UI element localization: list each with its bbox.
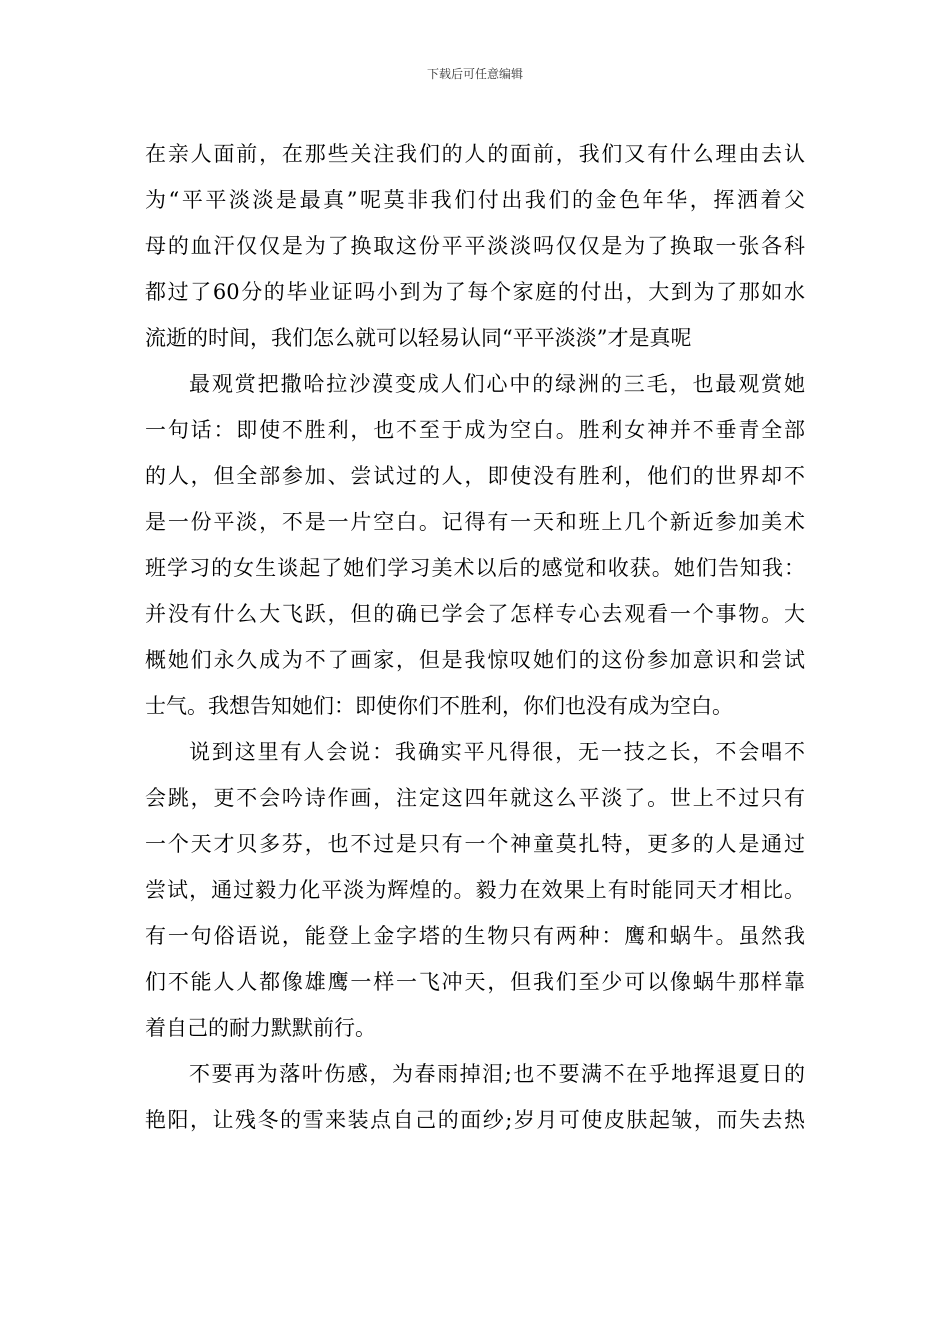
page-header: 下载后可任意编辑	[426, 67, 523, 81]
text-line: 们不能人人都像雄鹰一样一飞冲天，但我们至少可以像蜗牛那样靠	[145, 970, 805, 994]
text-line: 着自己的耐力默默前行。	[145, 1016, 376, 1040]
body-text	[145, 131, 805, 1143]
text-line: 都过了60分的毕业证吗小到为了每个家庭的付出，大到为了那如水	[145, 280, 805, 304]
text-line: 尝试，通过毅力化平淡为辉煌的。毅力在效果上有时能同天才相比。	[145, 878, 805, 902]
text-line: 不要再为落叶伤感，为春雨掉泪;也不要满不在乎地挥退夏日的	[189, 1062, 805, 1086]
text-line: 母的血汗仅仅是为了换取这份平平淡淡吗仅仅是为了换取一张各科	[145, 234, 805, 258]
text-line: 最观赏把撒哈拉沙漠变成人们心中的绿洲的三毛，也最观赏她	[189, 372, 805, 396]
paragraph-1	[145, 131, 805, 361]
text-line: 概她们永久成为不了画家，但是我惊叹她们的这份参加意识和尝试	[145, 648, 805, 672]
paragraph-4	[145, 1051, 805, 1143]
text-line: 在亲人面前，在那些关注我们的人的面前，我们又有什么理由去认	[145, 142, 805, 166]
text-line: 的人，但全部参加、尝试过的人，即使没有胜利，他们的世界却不	[145, 464, 805, 488]
text-line: 有一句俗语说，能登上金字塔的生物只有两种：鹰和蜗牛。虽然我	[145, 924, 805, 948]
paragraph-2	[145, 361, 805, 729]
text-line: 一个天才贝多芬，也不过是只有一个神童莫扎特，更多的人是通过	[145, 832, 805, 856]
text-line: 并没有什么大飞跃，但的确已学会了怎样专心去观看一个事物。大	[145, 602, 805, 626]
text-line: 说到这里有人会说：我确实平凡得很，无一技之长，不会唱不	[189, 740, 805, 764]
text-line: 一句话：即使不胜利，也不至于成为空白。胜利女神并不垂青全部	[145, 418, 805, 442]
paragraph-3	[145, 729, 805, 1051]
text-line: 士气。我想告知她们：即使你们不胜利，你们也没有成为空白。	[145, 694, 733, 718]
text-line: 会跳，更不会吟诗作画，注定这四年就这么平淡了。世上不过只有	[145, 786, 805, 810]
text-line: 艳阳，让残冬的雪来装点自己的面纱;岁月可使皮肤起皱，而失去热	[145, 1108, 805, 1132]
text-line: 为“平平淡淡是最真”呢莫非我们付出我们的金色年华，挥洒着父	[145, 188, 805, 212]
text-line: 流逝的时间，我们怎么就可以轻易认同“平平淡淡”才是真呢	[145, 326, 692, 350]
text-line: 班学习的女生谈起了她们学习美术以后的感觉和收获。她们告知我：	[145, 556, 805, 580]
text-line: 是一份平淡，不是一片空白。记得有一天和班上几个新近参加美术	[145, 510, 805, 534]
